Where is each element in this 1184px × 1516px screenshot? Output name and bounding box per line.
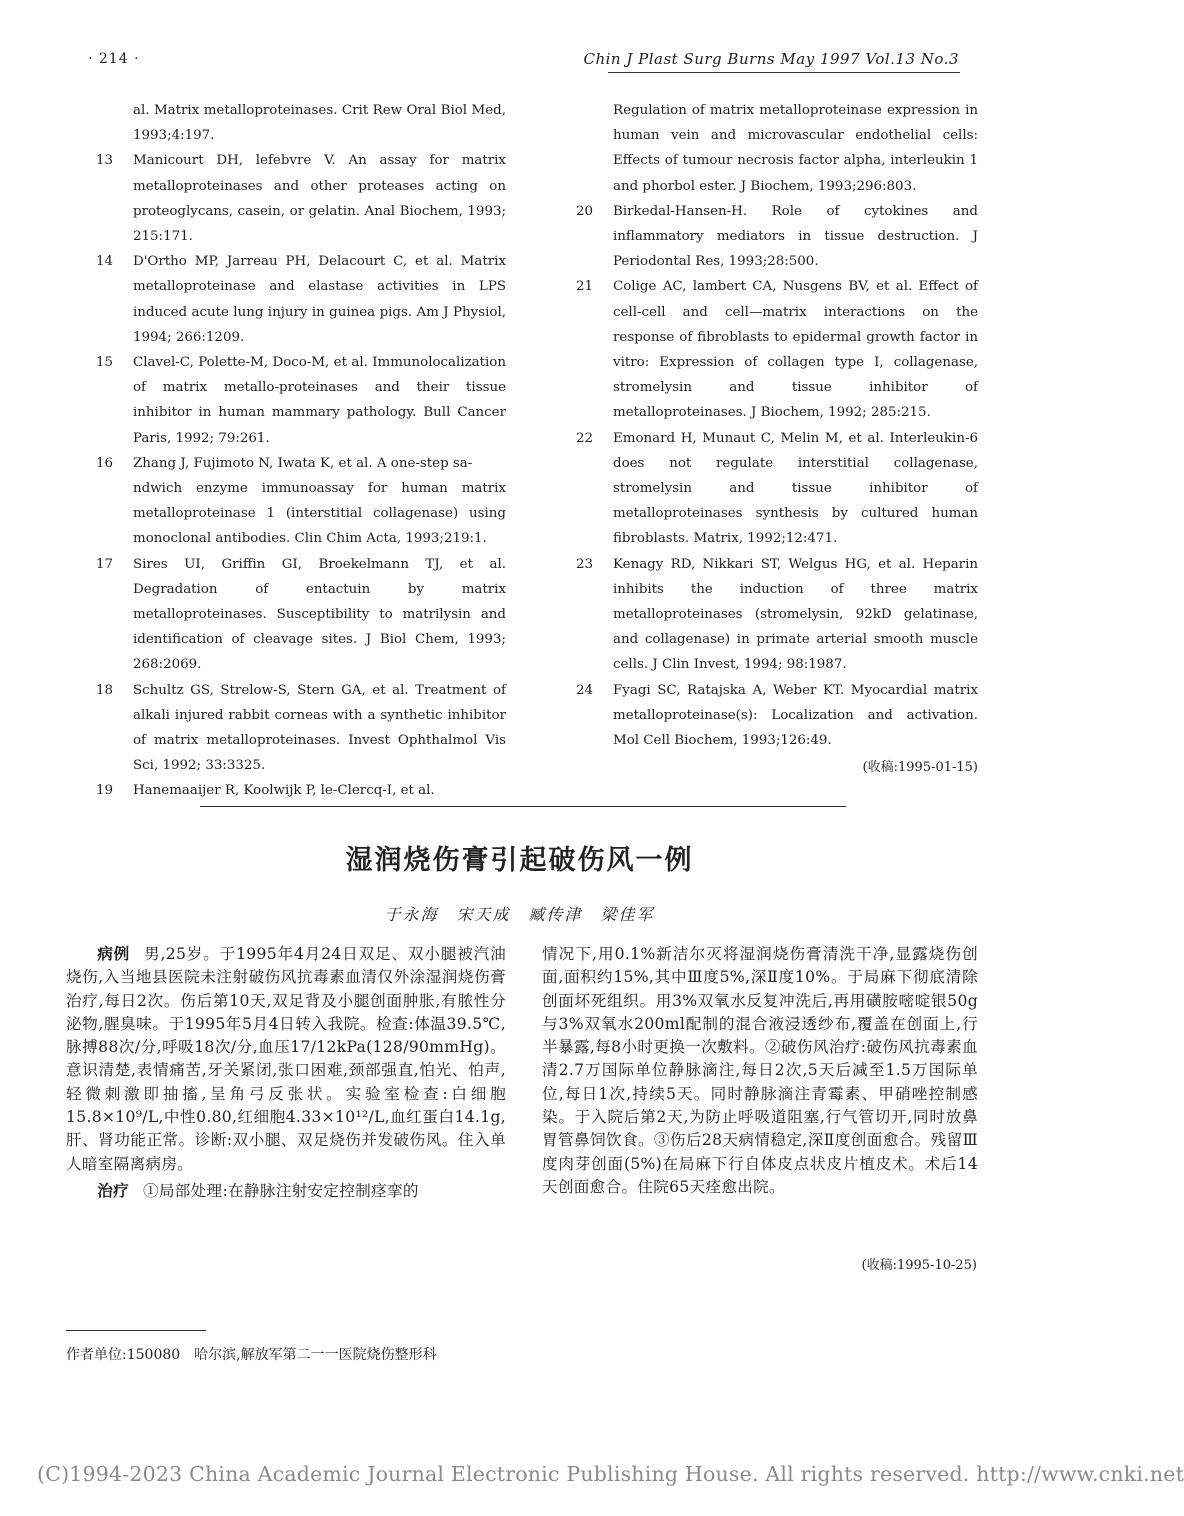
reference-text: al. Matrix metalloproteinases. Crit Rew Oral Biol Med, 1993;4:197. (133, 103, 506, 144)
reference-number: 13 (96, 153, 114, 169)
reference-text: Manicourt DH, lefebvre V. An assay for matrix metalloproteinases and other proteases acting on proteoglycans, casein, or gelatin. Anal Biochem, 1993; 215:171. (133, 153, 506, 245)
reference-item (96, 98, 506, 148)
reference-number: 17 (96, 556, 114, 572)
reference-text: Hanemaaijer R, Koolwijk P, le-Clercq-I, et al. (133, 783, 435, 799)
reference-item (576, 552, 978, 678)
reference-number: 19 (96, 783, 114, 799)
reference-number: 22 (576, 430, 594, 446)
references-right-column (576, 98, 978, 780)
reference-item (96, 451, 506, 476)
reference-number: 15 (96, 355, 114, 371)
reference-item (96, 350, 506, 451)
references-left-column (96, 98, 506, 804)
article-authors: 于永海 宋天成 臧传津 梁佳军 (384, 905, 655, 924)
reference-item (96, 778, 506, 803)
reference-text: Regulation of matrix metalloproteinase expression in human vein and microvascular endothelial cells: Effects of tumour necrosis factor alpha, interleukin 1 and phorbol ester. J Biochem, 1993;296:803. (613, 103, 978, 194)
reference-text: Sires UI, Griffin GI, Broekelmann TJ, et al. Degradation of entactuin by matrix metalloproteinases. Susceptibility to matrilysin and identification of cleavage sites. J Biol Chem, 1993; 268:2069. (133, 556, 506, 673)
case-paragraph (66, 943, 506, 1176)
treatment-text-left: ①局部处理:在静脉注射安定控制痉挛的 (142, 1181, 419, 1200)
reference-text: Clavel-C, Polette-M, Doco-M, et al. Immunolocalization of matrix metallo-proteinases and their tissue inhibitor in human mammary pathology. Bull Cancer Paris, 1992; 79:261. (133, 355, 506, 446)
case-lead: 病例 (97, 945, 131, 963)
reference-text: Birkedal-Hansen-H. Role of cytokines and inflammatory mediators in tissue destruction. J Periodontal Res, 1993;28:500. (613, 203, 978, 270)
reference-number: 16 (96, 455, 114, 471)
footnote-rule (66, 1330, 206, 1331)
reference-item (96, 249, 506, 350)
reference-text: Colige AC, lambert CA, Nusgens BV, et al. Effect of cell-cell and cell—matrix interactions on the response of fibroblasts to epidermal growth factor in vitro: Expression of collagen type I, collagenase, stromelysin and tissue inhibitor of metalloproteinases. J Biochem, 1992; 285:215. (613, 279, 978, 421)
reference-text: D'Ortho MP, Jarreau PH, Delacourt C, et al. Matrix metalloproteinase and elastase activities in LPS induced acute lung injury in guinea pigs. Am J Physiol, 1994; 266:1209. (133, 254, 506, 345)
reference-item (576, 426, 978, 552)
treatment-paragraph (66, 1180, 506, 1203)
reference-text: Kenagy RD, Nikkari ST, Welgus HG, et al. Heparin inhibits the induction of three matrix metalloproteinases (stromelysin, 92kD gelatinase, and collagenase) in primate arterial smooth muscle cells. J Clin Invest, 1994; 98:1987. (613, 556, 978, 673)
reference-item (576, 678, 978, 754)
article-received-date: (收稿:1995-10-25) (861, 1258, 977, 1273)
reference-item (96, 678, 506, 779)
reference-text: ndwich enzyme immunoassay for human matrix metalloproteinase 1 (interstitial collagenase) using monoclonal antibodies. Clin Chim Acta, 1993;219:1. (133, 481, 506, 547)
copyright-watermark: (C)1994-2023 China Academic Journal Electronic Publishing House. All rights reserved. http://www.cnki.net (37, 1462, 1184, 1486)
author-affiliation: 作者单位:150080 哈尔滨,解放军第二一一医院烧伤整形科 (66, 1347, 437, 1363)
treatment-text-right: 情况下,用0.1%新洁尔灭将湿润烧伤膏清洗干净,显露烧伤创面,面积约15%,其中Ⅲ度5%,深Ⅱ度10%。于局麻下彻底清除创面坏死组织。用3%双氧水反复冲洗后,再用磺胺嘧啶银50g与3%双氧水200ml配制的混合液浸透纱布,覆盖在创面上,行半暴露,每8小时更换一次敷料。②破伤风治疗:破伤风抗毒素血清2.7万国际单位静脉滴注,每日2次,5天后减至1.5万国际单位,每日1次,持续5天。同时静脉滴注青霉素、甲硝唑控制感染。于入院后第2天,为防止呼吸道阻塞,行气管切开,同时放鼻胃管鼻饲饮食。③伤后28天病情稳定,深Ⅱ度创面愈合。残留Ⅲ度肉芽创面(5%)在局麻下行自体皮点状皮片植皮术。术后14天创面愈合。住院65天痊愈出院。 (542, 945, 978, 1196)
page-number: · 214 · (88, 51, 140, 67)
reference-number: 14 (96, 254, 114, 270)
reference-item (96, 148, 506, 249)
reference-item (576, 274, 978, 425)
reference-text: Emonard H, Munaut C, Melin M, et al. Interleukin-6 does not regulate interstitial collagenase, stromelysin and tissue inhibitor of metalloproteinases synthesis by cultured human fibroblasts. Matrix, 1992;12:471. (613, 430, 978, 547)
references-received-date: (收稿:1995-01-15) (862, 760, 978, 776)
reference-item (576, 199, 978, 275)
reference-text: Schultz GS, Strelow-S, Stern GA, et al. Treatment of alkali injured rabbit corneas with a synthetic inhibitor of matrix metalloproteinases. Invest Ophthalmol Vis Sci, 1992; 33:3325. (133, 682, 506, 774)
treatment-lead: 治疗 (97, 1181, 129, 1200)
reference-item (96, 476, 506, 552)
article-right-column (542, 943, 978, 1199)
reference-number: 20 (576, 203, 594, 219)
reference-item (96, 552, 506, 678)
running-head: Chin J Plast Surg Burns May 1997 Vol.13 No.3 (583, 50, 959, 68)
reference-text: Zhang J, Fujimoto N, Iwata K, et al. A one-step sa- (133, 455, 473, 471)
reference-text: Fyagi SC, Ratajska A, Weber KT. Myocardial matrix metalloproteinase(s): Localization and activation. Mol Cell Biochem, 1993;126:49. (613, 682, 978, 749)
article-left-column (66, 943, 506, 1203)
reference-number: 24 (576, 682, 594, 698)
section-divider (200, 806, 846, 807)
reference-item (576, 98, 978, 199)
reference-number: 23 (576, 556, 594, 572)
reference-number: 18 (96, 682, 114, 698)
reference-number: 21 (576, 279, 594, 295)
case-text: 男,25岁。于1995年4月24日双足、双小腿被汽油烧伤,入当地县医院未注射破伤风抗毒素血清仅外涂湿润烧伤膏治疗,每日2次。伤后第10天,双足背及小腿创面肿胀,有脓性分泌物,腥臭味。于1995年5月4日转入我院。检查:体温39.5℃,脉搏88次/分,呼吸18次/分,血压17/12kPa(128/90mmHg)。意识清楚,表情痛苦,牙关紧闭,张口困难,颈部强直,怕光、怕声,轻微刺激即抽搐,呈角弓反张状。实验室检查:白细胞15.8×10⁹/L,中性0.80,红细胞4.33×10¹²/L,血红蛋白14.1g,肝、肾功能正常。诊断:双小腿、双足烧伤并发破伤风。住入单人暗室隔离病房。 (66, 945, 506, 1173)
article-title: 湿润烧伤膏引起破伤风一例 (345, 845, 694, 876)
header-rule (608, 72, 960, 73)
